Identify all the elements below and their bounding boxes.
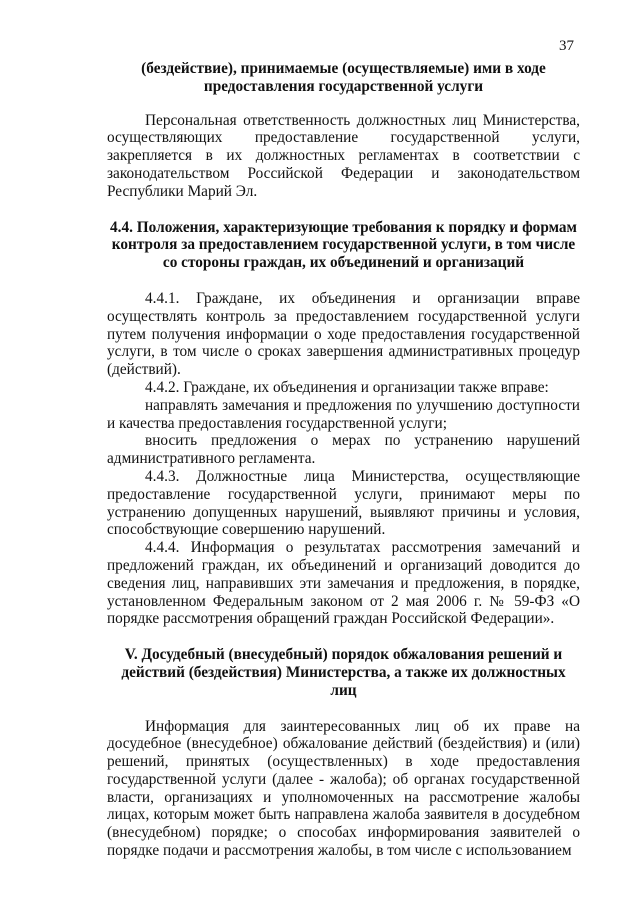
paragraph-4-4-2: 4.4.2. Граждане, их объединения и организации также вправе: [145,378,549,396]
responsibility-paragraph: Персональная ответственность должностных лиц Министерства, осуществляющих предоставление государственной услуги, закрепляется в их должностных регламентах в соответствии с законодательством Российской Федерации и законодательством Республики Марий Эл. [107,111,580,200]
section-4-4-heading: 4.4. Положения, характеризующие требования к порядку и формам контроля за предоставлением государственной услуги, в том числе со стороны граждан, их объединений и организаций [110,218,577,272]
page-number: 37 [559,38,574,54]
paragraph-4-4-1: 4.4.1. Граждане, их объединения и организации вправе осуществлять контроль за предоставлением государственной услуги путем получения информации о ходе предоставления государственной услуги, в том числе о сроках завершения административных процедур (действий). [107,289,580,379]
section-v-heading: V. Досудебный (внесудебный) порядок обжалования решений и действий (бездействия) Министерства, а также их должностных лиц [121,646,566,699]
paragraph-4-4-4: 4.4.4. Информация о результатах рассмотрения замечаний и предложений граждан, их объединений и организаций доводится до сведения лиц, направивших эти замечания и предложения, в порядке, установленном Федеральным законом от 2 мая 2006 г. № 59-ФЗ «О порядке рассмотрения обращений граждан Российской Федерации». [107,539,580,628]
intro-heading: (бездействие), принимаемые (осуществляемые) ими в ходе предоставления государственной услуги [141,60,546,95]
paragraph-4-4-3: 4.4.3. Должностные лица Министерства, осуществляющие предоставление государственной услуги, принимают меры по устранению допущенных нарушений, выявляют причины и условия, способствующие совершению нарушений. [107,467,580,539]
section-v-info-paragraph: Информация для заинтересованных лиц об их праве на досудебное (внесудебное) обжалование действий (бездействия) и (или) решений, принятых (осуществленных) в ходе предоставления государственной услуги (далее - жалоба); об органах государственной власти, организациях и уполномоченных на рассмотрение жалобы лицах, которым может быть направлена жалоба заявителя в досудебном (внесудебном) порядке; о способах информирования заявителей о порядке подачи и рассмотрения жалобы, в том числе с использованием [107,717,580,860]
paragraph-4-4-2-item-b: вносить предложения о мерах по устранению нарушений административного регламента. [107,432,580,468]
page-content [107,60,580,860]
paragraph-4-4-2-item-a: направлять замечания и предложения по улучшению доступности и качества предоставления государственной услуги; [107,396,580,432]
